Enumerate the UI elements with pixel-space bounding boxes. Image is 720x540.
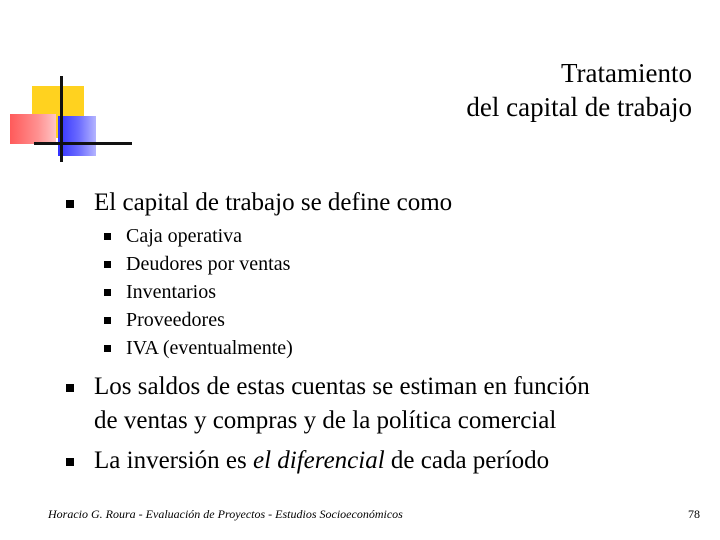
list-item-text-line-1: Los saldos de estas cuentas se estiman en función (94, 373, 590, 400)
logo-horizontal-line (34, 142, 132, 145)
page-number: 78 (688, 507, 700, 521)
slide-footer: Horacio G. Roura - Evaluación de Proyectos - Estudios Socioeconómicos (48, 507, 403, 521)
slide-title-line-1: Tratamiento (561, 58, 692, 88)
colored-squares-logo-icon (0, 0, 110, 170)
sub-list-item-text: Deudores por ventas (126, 253, 291, 275)
list-item-text: El capital de trabajo se define como (94, 189, 453, 216)
square-bullet-icon (66, 458, 74, 466)
slide-title-line-2: del capital de trabajo (466, 92, 692, 122)
square-bullet-icon (104, 233, 111, 240)
sub-list-item-text: Inventarios (126, 281, 216, 303)
logo-red-square (10, 114, 56, 144)
list-item-text-line-2: de ventas y compras y de la política comercial (94, 407, 557, 434)
text-run: de cada período (384, 447, 550, 474)
square-bullet-icon (104, 261, 111, 268)
square-bullet-icon (66, 384, 74, 392)
sub-list-item-text: Proveedores (126, 309, 225, 331)
text-run: La inversión es (94, 447, 253, 474)
logo-vertical-line (60, 76, 63, 162)
slide-title (272, 56, 692, 124)
logo-blue-square (58, 116, 96, 156)
square-bullet-icon (66, 200, 74, 208)
emphasized-text: el diferencial (252, 447, 385, 474)
list-item-text (94, 444, 694, 478)
sub-list-item-text: IVA (eventualmente) (126, 337, 293, 359)
square-bullet-icon (104, 289, 111, 296)
sub-list-item-text: Caja operativa (126, 225, 243, 247)
square-bullet-icon (104, 345, 111, 352)
square-bullet-icon (104, 317, 111, 324)
